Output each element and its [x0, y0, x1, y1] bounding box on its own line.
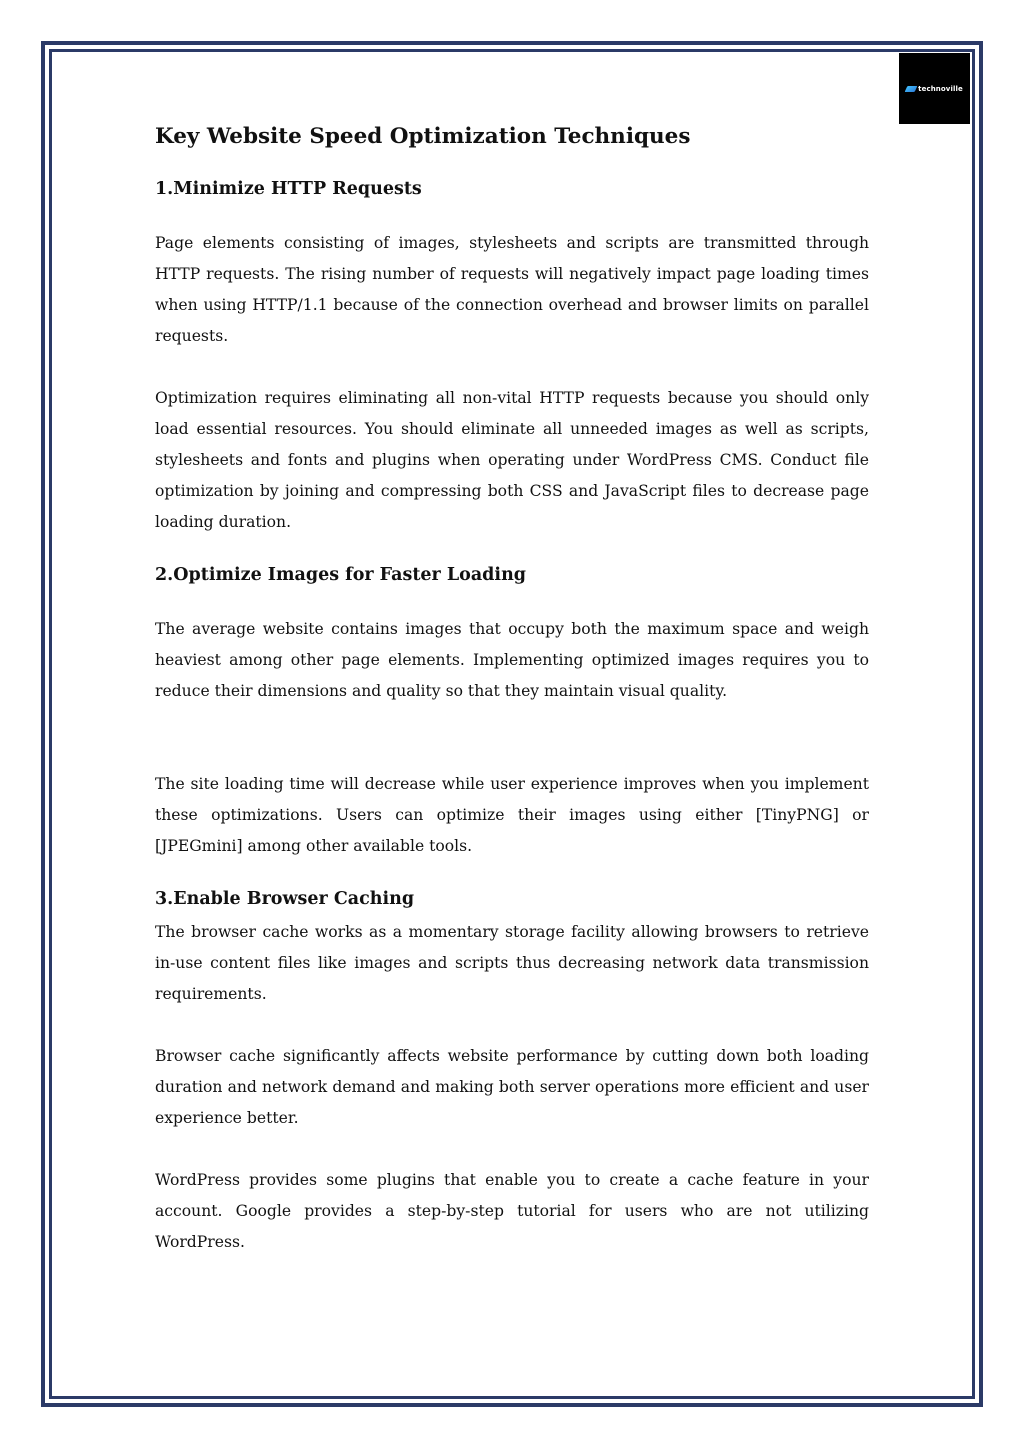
section-heading-browser-caching: 3.Enable Browser Caching	[155, 889, 415, 909]
paragraph: The browser cache works as a momentary storage facility allowing browsers to retrieve in-use content files like images and scripts thus decreasing network data transmission requirements.	[155, 923, 869, 1003]
section-heading-optimize-images: 2.Optimize Images for Faster Loading	[155, 565, 527, 585]
paragraph: The average website contains images that occupy both the maximum space and weigh heaviest among other page elements. Implementing optimized images requires you to reduce their dimensions and quality so that they maintain visual quality.	[155, 620, 869, 700]
section-heading-minimize-http: 1.Minimize HTTP Requests	[155, 179, 422, 199]
paragraph: Browser cache significantly affects website performance by cutting down both loading duration and network demand and making both server operations more efficient and user experience better.	[155, 1047, 869, 1127]
technoville-logo	[899, 53, 970, 124]
paragraph: The site loading time will decrease while user experience improves when you implement these optimizations. Users can optimize their images using either [TinyPNG] or [JPEGmini] among other available tools.	[155, 775, 869, 855]
paragraph: Page elements consisting of images, stylesheets and scripts are transmitted through HTTP requests. The rising number of requests will negatively impact page loading times when using HTTP/1.1 because of the connection overhead and browser limits on parallel requests.	[155, 234, 869, 345]
logo-text: technoville	[918, 84, 963, 93]
paragraph: Optimization requires eliminating all non-vital HTTP requests because you should only load essential resources. You should eliminate all unneeded images as well as scripts, stylesheets and fonts and plugins when operating under WordPress CMS. Conduct file optimization by joining and compressing both CSS and JavaScript files to decrease page loading duration.	[155, 389, 869, 531]
technoville-logo-icon	[905, 86, 918, 92]
paragraph: WordPress provides some plugins that enable you to create a cache feature in your account. Google provides a step-by-step tutorial for users who are not utilizing WordPress.	[155, 1171, 869, 1251]
page-title: Key Website Speed Optimization Techniques	[155, 124, 691, 149]
